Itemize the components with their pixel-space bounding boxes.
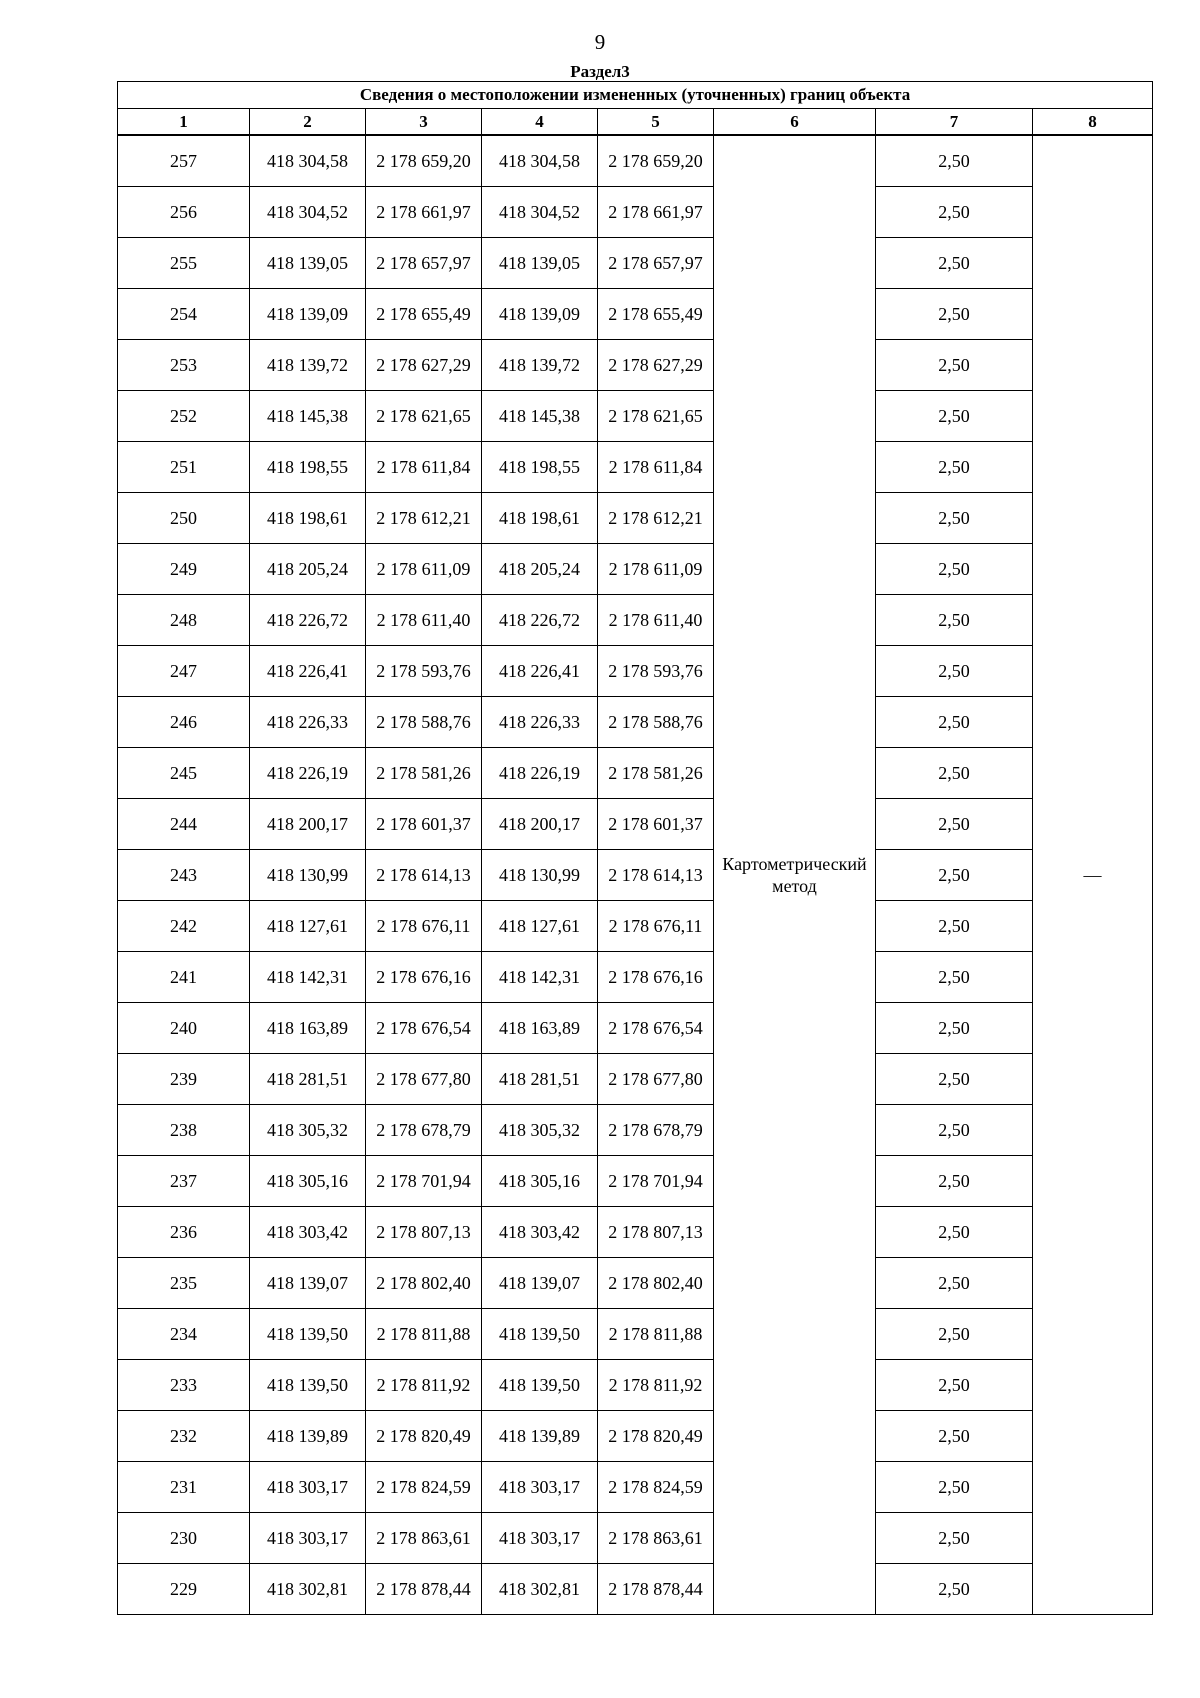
x-new-cell: 418 139,72	[482, 340, 598, 391]
accuracy-cell: 2,50	[876, 850, 1033, 901]
y-new-cell: 2 178 863,61	[598, 1513, 714, 1564]
accuracy-cell: 2,50	[876, 493, 1033, 544]
accuracy-cell: 2,50	[876, 1258, 1033, 1309]
page-number: 9	[594, 30, 606, 54]
x-old-cell: 418 302,81	[250, 1564, 366, 1615]
x-old-cell: 418 145,38	[250, 391, 366, 442]
y-old-cell: 2 178 588,76	[366, 697, 482, 748]
point-number-cell: 251	[118, 442, 250, 493]
table-row	[118, 238, 1153, 289]
y-new-cell: 2 178 611,40	[598, 595, 714, 646]
table-row	[118, 1360, 1153, 1411]
table-row	[118, 952, 1153, 1003]
point-number-cell: 231	[118, 1462, 250, 1513]
point-number-cell: 241	[118, 952, 250, 1003]
y-new-cell: 2 178 657,97	[598, 238, 714, 289]
point-number-cell: 229	[118, 1564, 250, 1615]
accuracy-cell: 2,50	[876, 646, 1033, 697]
table-row	[118, 544, 1153, 595]
point-number-cell: 252	[118, 391, 250, 442]
x-old-cell: 418 200,17	[250, 799, 366, 850]
table-row	[118, 697, 1153, 748]
x-old-cell: 418 304,52	[250, 187, 366, 238]
table-row	[118, 1003, 1153, 1054]
y-new-cell: 2 178 659,20	[598, 135, 714, 187]
x-old-cell: 418 303,17	[250, 1513, 366, 1564]
x-new-cell: 418 139,09	[482, 289, 598, 340]
x-new-cell: 418 200,17	[482, 799, 598, 850]
x-new-cell: 418 139,05	[482, 238, 598, 289]
point-number-cell: 246	[118, 697, 250, 748]
y-old-cell: 2 178 807,13	[366, 1207, 482, 1258]
point-number-cell: 249	[118, 544, 250, 595]
y-new-cell: 2 178 655,49	[598, 289, 714, 340]
x-old-cell: 418 226,41	[250, 646, 366, 697]
x-new-cell: 418 139,50	[482, 1360, 598, 1411]
y-new-cell: 2 178 612,21	[598, 493, 714, 544]
table-row	[118, 748, 1153, 799]
point-number-cell: 244	[118, 799, 250, 850]
table-row	[118, 391, 1153, 442]
y-old-cell: 2 178 811,92	[366, 1360, 482, 1411]
x-old-cell: 418 226,72	[250, 595, 366, 646]
y-new-cell: 2 178 811,88	[598, 1309, 714, 1360]
x-old-cell: 418 198,55	[250, 442, 366, 493]
column-number: 6	[714, 109, 876, 136]
accuracy-cell: 2,50	[876, 544, 1033, 595]
accuracy-cell: 2,50	[876, 340, 1033, 391]
table-row	[118, 1258, 1153, 1309]
column-number: 2	[250, 109, 366, 136]
y-new-cell: 2 178 678,79	[598, 1105, 714, 1156]
description-cell: —	[1033, 135, 1153, 1615]
y-old-cell: 2 178 581,26	[366, 748, 482, 799]
x-new-cell: 418 163,89	[482, 1003, 598, 1054]
column-number: 3	[366, 109, 482, 136]
accuracy-cell: 2,50	[876, 391, 1033, 442]
x-old-cell: 418 139,07	[250, 1258, 366, 1309]
accuracy-cell: 2,50	[876, 901, 1033, 952]
point-number-cell: 236	[118, 1207, 250, 1258]
x-new-cell: 418 304,58	[482, 135, 598, 187]
column-number-row	[118, 109, 1153, 136]
y-new-cell: 2 178 614,13	[598, 850, 714, 901]
table-row	[118, 595, 1153, 646]
y-new-cell: 2 178 611,84	[598, 442, 714, 493]
table-caption: Сведения о местоположении измененных (уточненных) границ объекта	[118, 82, 1153, 109]
x-old-cell: 418 303,17	[250, 1462, 366, 1513]
accuracy-cell: 2,50	[876, 1564, 1033, 1615]
accuracy-cell: 2,50	[876, 442, 1033, 493]
point-number-cell: 238	[118, 1105, 250, 1156]
y-new-cell: 2 178 588,76	[598, 697, 714, 748]
point-number-cell: 247	[118, 646, 250, 697]
x-new-cell: 418 226,72	[482, 595, 598, 646]
x-old-cell: 418 127,61	[250, 901, 366, 952]
y-old-cell: 2 178 601,37	[366, 799, 482, 850]
x-old-cell: 418 205,24	[250, 544, 366, 595]
x-old-cell: 418 142,31	[250, 952, 366, 1003]
x-old-cell: 418 139,09	[250, 289, 366, 340]
table-row	[118, 901, 1153, 952]
y-old-cell: 2 178 659,20	[366, 135, 482, 187]
accuracy-cell: 2,50	[876, 1003, 1033, 1054]
y-new-cell: 2 178 621,65	[598, 391, 714, 442]
accuracy-cell: 2,50	[876, 697, 1033, 748]
y-old-cell: 2 178 593,76	[366, 646, 482, 697]
y-old-cell: 2 178 661,97	[366, 187, 482, 238]
point-number-cell: 256	[118, 187, 250, 238]
x-new-cell: 418 305,16	[482, 1156, 598, 1207]
x-new-cell: 418 139,07	[482, 1258, 598, 1309]
x-old-cell: 418 303,42	[250, 1207, 366, 1258]
accuracy-cell: 2,50	[876, 289, 1033, 340]
x-new-cell: 418 304,52	[482, 187, 598, 238]
accuracy-cell: 2,50	[876, 187, 1033, 238]
point-number-cell: 235	[118, 1258, 250, 1309]
y-old-cell: 2 178 657,97	[366, 238, 482, 289]
x-new-cell: 418 130,99	[482, 850, 598, 901]
table-row	[118, 187, 1153, 238]
accuracy-cell: 2,50	[876, 1462, 1033, 1513]
y-new-cell: 2 178 807,13	[598, 1207, 714, 1258]
x-old-cell: 418 139,72	[250, 340, 366, 391]
column-number: 5	[598, 109, 714, 136]
y-old-cell: 2 178 612,21	[366, 493, 482, 544]
y-old-cell: 2 178 824,59	[366, 1462, 482, 1513]
table-row	[118, 850, 1153, 901]
table-row	[118, 1462, 1153, 1513]
table-row	[118, 799, 1153, 850]
point-number-cell: 254	[118, 289, 250, 340]
x-new-cell: 418 139,50	[482, 1309, 598, 1360]
y-new-cell: 2 178 677,80	[598, 1054, 714, 1105]
accuracy-cell: 2,50	[876, 952, 1033, 1003]
y-new-cell: 2 178 811,92	[598, 1360, 714, 1411]
x-new-cell: 418 226,19	[482, 748, 598, 799]
table-row	[118, 135, 1153, 187]
table-row	[118, 1411, 1153, 1462]
table-row	[118, 1207, 1153, 1258]
accuracy-cell: 2,50	[876, 1360, 1033, 1411]
x-old-cell: 418 139,89	[250, 1411, 366, 1462]
column-number: 8	[1033, 109, 1153, 136]
x-new-cell: 418 205,24	[482, 544, 598, 595]
column-number: 7	[876, 109, 1033, 136]
y-new-cell: 2 178 661,97	[598, 187, 714, 238]
x-new-cell: 418 127,61	[482, 901, 598, 952]
accuracy-cell: 2,50	[876, 799, 1033, 850]
y-new-cell: 2 178 802,40	[598, 1258, 714, 1309]
point-number-cell: 257	[118, 135, 250, 187]
y-old-cell: 2 178 820,49	[366, 1411, 482, 1462]
table-row	[118, 1309, 1153, 1360]
accuracy-cell: 2,50	[876, 1054, 1033, 1105]
y-old-cell: 2 178 614,13	[366, 850, 482, 901]
y-new-cell: 2 178 611,09	[598, 544, 714, 595]
table-row	[118, 493, 1153, 544]
y-old-cell: 2 178 701,94	[366, 1156, 482, 1207]
x-new-cell: 418 139,89	[482, 1411, 598, 1462]
accuracy-cell: 2,50	[876, 595, 1033, 646]
y-old-cell: 2 178 677,80	[366, 1054, 482, 1105]
x-old-cell: 418 304,58	[250, 135, 366, 187]
x-new-cell: 418 303,17	[482, 1513, 598, 1564]
x-old-cell: 418 130,99	[250, 850, 366, 901]
table-row	[118, 1054, 1153, 1105]
accuracy-cell: 2,50	[876, 135, 1033, 187]
point-number-cell: 234	[118, 1309, 250, 1360]
accuracy-cell: 2,50	[876, 748, 1033, 799]
accuracy-cell: 2,50	[876, 238, 1033, 289]
accuracy-cell: 2,50	[876, 1411, 1033, 1462]
x-old-cell: 418 305,16	[250, 1156, 366, 1207]
x-old-cell: 418 198,61	[250, 493, 366, 544]
y-old-cell: 2 178 676,54	[366, 1003, 482, 1054]
x-old-cell: 418 139,50	[250, 1309, 366, 1360]
y-new-cell: 2 178 824,59	[598, 1462, 714, 1513]
accuracy-cell: 2,50	[876, 1156, 1033, 1207]
x-old-cell: 418 281,51	[250, 1054, 366, 1105]
x-old-cell: 418 139,05	[250, 238, 366, 289]
y-old-cell: 2 178 802,40	[366, 1258, 482, 1309]
y-new-cell: 2 178 581,26	[598, 748, 714, 799]
table-row	[118, 646, 1153, 697]
x-old-cell: 418 305,32	[250, 1105, 366, 1156]
x-old-cell: 418 139,50	[250, 1360, 366, 1411]
point-number-cell: 232	[118, 1411, 250, 1462]
y-old-cell: 2 178 611,40	[366, 595, 482, 646]
x-new-cell: 418 226,41	[482, 646, 598, 697]
point-number-cell: 243	[118, 850, 250, 901]
section-title: Раздел3	[570, 62, 630, 81]
table-row	[118, 442, 1153, 493]
y-old-cell: 2 178 627,29	[366, 340, 482, 391]
coordinates-table	[117, 81, 1153, 1615]
y-new-cell: 2 178 627,29	[598, 340, 714, 391]
x-new-cell: 418 303,17	[482, 1462, 598, 1513]
y-new-cell: 2 178 676,16	[598, 952, 714, 1003]
point-number-cell: 248	[118, 595, 250, 646]
y-old-cell: 2 178 611,84	[366, 442, 482, 493]
x-new-cell: 418 305,32	[482, 1105, 598, 1156]
table-row	[118, 1564, 1153, 1615]
point-number-cell: 250	[118, 493, 250, 544]
y-old-cell: 2 178 676,16	[366, 952, 482, 1003]
x-new-cell: 418 226,33	[482, 697, 598, 748]
y-old-cell: 2 178 621,65	[366, 391, 482, 442]
y-new-cell: 2 178 676,54	[598, 1003, 714, 1054]
y-old-cell: 2 178 678,79	[366, 1105, 482, 1156]
x-new-cell: 418 142,31	[482, 952, 598, 1003]
table-row	[118, 340, 1153, 391]
point-number-cell: 239	[118, 1054, 250, 1105]
point-number-cell: 255	[118, 238, 250, 289]
y-old-cell: 2 178 863,61	[366, 1513, 482, 1564]
point-number-cell: 240	[118, 1003, 250, 1054]
table-row	[118, 1156, 1153, 1207]
y-old-cell: 2 178 611,09	[366, 544, 482, 595]
method-cell: Картометрический метод	[714, 135, 876, 1615]
point-number-cell: 233	[118, 1360, 250, 1411]
point-number-cell: 242	[118, 901, 250, 952]
point-number-cell: 230	[118, 1513, 250, 1564]
x-new-cell: 418 145,38	[482, 391, 598, 442]
y-new-cell: 2 178 593,76	[598, 646, 714, 697]
y-new-cell: 2 178 601,37	[598, 799, 714, 850]
y-new-cell: 2 178 701,94	[598, 1156, 714, 1207]
accuracy-cell: 2,50	[876, 1207, 1033, 1258]
x-new-cell: 418 303,42	[482, 1207, 598, 1258]
y-old-cell: 2 178 676,11	[366, 901, 482, 952]
y-new-cell: 2 178 676,11	[598, 901, 714, 952]
accuracy-cell: 2,50	[876, 1513, 1033, 1564]
point-number-cell: 237	[118, 1156, 250, 1207]
x-new-cell: 418 281,51	[482, 1054, 598, 1105]
x-old-cell: 418 163,89	[250, 1003, 366, 1054]
table-body	[118, 135, 1153, 1615]
y-old-cell: 2 178 655,49	[366, 289, 482, 340]
y-old-cell: 2 178 811,88	[366, 1309, 482, 1360]
x-new-cell: 418 198,61	[482, 493, 598, 544]
y-new-cell: 2 178 820,49	[598, 1411, 714, 1462]
accuracy-cell: 2,50	[876, 1309, 1033, 1360]
y-old-cell: 2 178 878,44	[366, 1564, 482, 1615]
point-number-cell: 253	[118, 340, 250, 391]
accuracy-cell: 2,50	[876, 1105, 1033, 1156]
x-old-cell: 418 226,33	[250, 697, 366, 748]
table-row	[118, 1513, 1153, 1564]
table-row	[118, 1105, 1153, 1156]
table-row	[118, 289, 1153, 340]
point-number-cell: 245	[118, 748, 250, 799]
y-new-cell: 2 178 878,44	[598, 1564, 714, 1615]
column-number: 4	[482, 109, 598, 136]
column-number: 1	[118, 109, 250, 136]
x-new-cell: 418 302,81	[482, 1564, 598, 1615]
x-new-cell: 418 198,55	[482, 442, 598, 493]
x-old-cell: 418 226,19	[250, 748, 366, 799]
